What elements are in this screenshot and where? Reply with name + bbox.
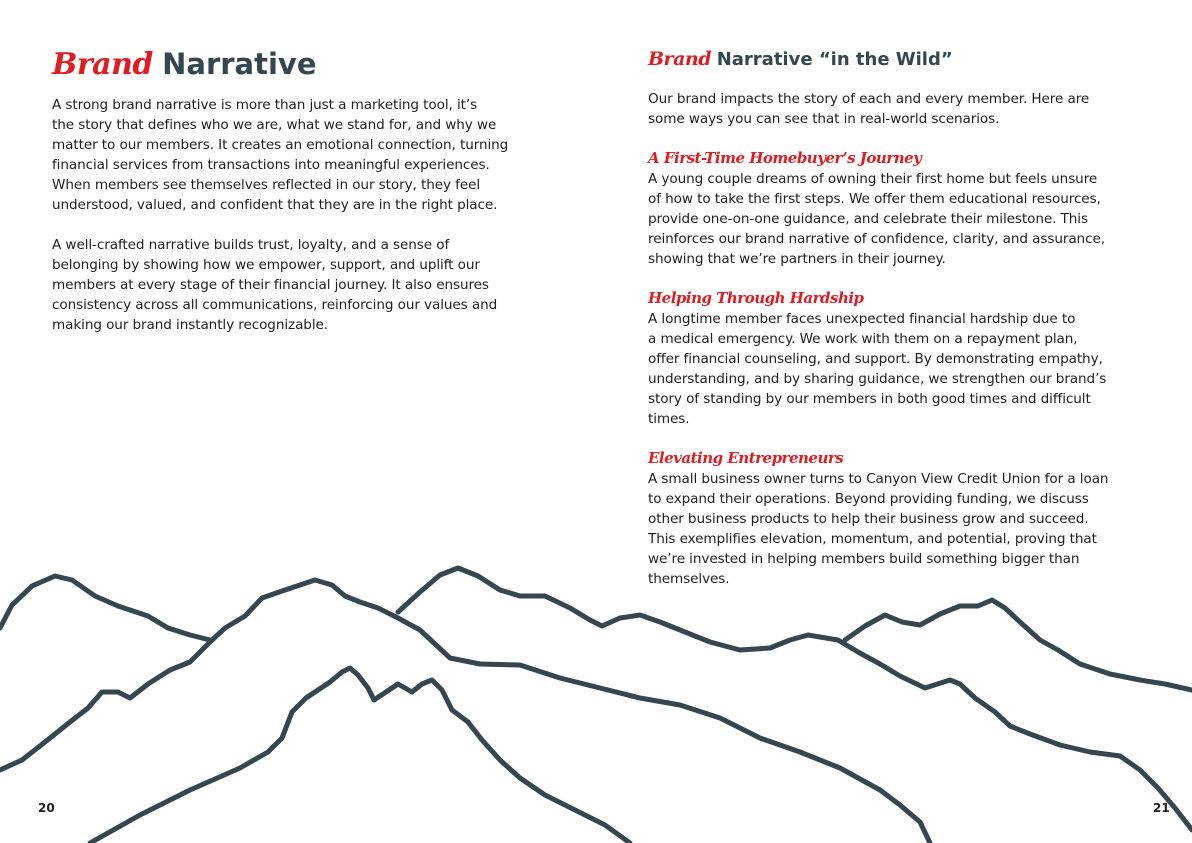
brand-narrative-paragraph-2: A well-crafted narrative builds trust, loyalty, and a sense of belonging by showing how we empower, support, and uplift our members at every stage of their financial journey. It also ensures consistency across all communications, reinforcing our values and making our brand instantly recognizable. bbox=[52, 237, 498, 333]
brand-narrative-paragraph-1: A strong brand narrative is more than just a marketing tool, it’s the story that defines who we are, what we stand for, and why we matter to our members. It creates an emotional connection, turning financial services from transactions into meaningful experiences. When members see themselves reflected in our story, they feel understood, valued, and confident that they are in the right place. bbox=[52, 97, 509, 213]
entrepreneurs-heading: Elevating Entrepreneurs bbox=[648, 449, 844, 467]
right-page bbox=[596, 0, 1192, 843]
hardship-heading: Helping Through Hardship bbox=[648, 289, 864, 307]
heading-script-word: Brand bbox=[648, 48, 711, 70]
page-number-left: 20 bbox=[38, 801, 55, 815]
entrepreneurs-paragraph: A small business owner turns to Canyon View Credit Union for a loan to expand their operations. Beyond providing funding, we discuss other business products to help their business grow and succeed. This exemplifies elevation, momentum, and potential, proving that we’re invested in helping members build something bigger than themselves. bbox=[648, 471, 1109, 587]
page-title bbox=[52, 44, 317, 85]
hardship-paragraph: A longtime member faces unexpected financial hardship due to a medical emergency. We work with them on a repayment plan, offer financial counseling, and support. By demonstrating empathy, understanding, and by sharing guidance, we strengthen our brand’s story of standing by our members in both good times and difficult times. bbox=[648, 311, 1107, 427]
heading-script-word: Brand bbox=[52, 47, 153, 82]
intro-paragraph: Our brand impacts the story of each and every member. Here are some ways you can see that in real-world scenarios. bbox=[648, 91, 1090, 127]
page-number-right: 21 bbox=[1153, 801, 1170, 815]
heading-rest: Narrative bbox=[162, 47, 317, 81]
homebuyer-heading: A First-Time Homebuyer’s Journey bbox=[648, 149, 922, 167]
heading-rest: Narrative “in the Wild” bbox=[716, 49, 953, 70]
homebuyer-paragraph: A young couple dreams of owning their first home but feels unsure of how to take the first steps. We offer them educational resources, provide one-on-one guidance, and celebrate their milestone. This reinforces our brand narrative of confidence, clarity, and assurance, showing that we’re partners in their journey. bbox=[648, 171, 1105, 267]
section-title bbox=[648, 44, 953, 75]
